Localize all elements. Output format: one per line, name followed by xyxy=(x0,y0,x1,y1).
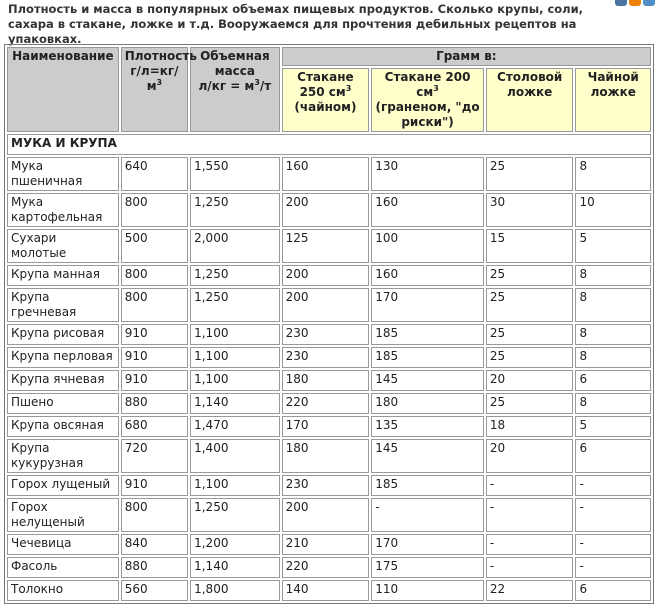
cell-glass-200: 185 xyxy=(371,475,484,496)
cell-volmass: 1,100 xyxy=(190,475,280,496)
cell-density: 880 xyxy=(121,393,188,414)
cell-name: Фасоль xyxy=(7,557,119,578)
cell-teaspoon: 8 xyxy=(575,288,651,322)
cell-volmass: 1,100 xyxy=(190,324,280,345)
header-row-1 xyxy=(7,47,651,66)
odnoklassniki-icon[interactable] xyxy=(629,0,641,6)
cell-tablespoon: - xyxy=(486,498,574,532)
cell-volmass: 1,400 xyxy=(190,439,280,473)
cell-glass-200: 110 xyxy=(371,580,484,601)
cell-teaspoon: 5 xyxy=(575,229,651,263)
cell-tablespoon: 25 xyxy=(486,157,574,191)
cell-glass-250: 140 xyxy=(282,580,370,601)
cell-glass-200: 170 xyxy=(371,534,484,555)
cell-tablespoon: 25 xyxy=(486,393,574,414)
cell-name: Пшено xyxy=(7,393,119,414)
cell-density: 500 xyxy=(121,229,188,263)
cell-glass-250: 220 xyxy=(282,393,370,414)
cell-teaspoon: 10 xyxy=(575,193,651,227)
cell-tablespoon: 25 xyxy=(486,288,574,322)
cell-tablespoon: 25 xyxy=(486,265,574,286)
cell-glass-200: 100 xyxy=(371,229,484,263)
cell-density: 800 xyxy=(121,288,188,322)
cell-glass-250: 170 xyxy=(282,416,370,437)
cell-glass-200: 145 xyxy=(371,439,484,473)
cell-density: 560 xyxy=(121,580,188,601)
table-row xyxy=(7,393,651,414)
col-header-glass-250: Стакане 250 $см^3$ (чайном) xyxy=(282,68,370,132)
vk-icon[interactable] xyxy=(615,0,627,6)
col-header-tablespoon: Столовой ложке xyxy=(486,68,574,132)
cell-glass-250: 200 xyxy=(282,498,370,532)
cell-name: Крупа овсяная xyxy=(7,416,119,437)
cell-name: Мука картофельная xyxy=(7,193,119,227)
cell-teaspoon: 8 xyxy=(575,157,651,191)
cell-glass-200: - xyxy=(371,498,484,532)
cell-glass-250: 180 xyxy=(282,370,370,391)
cell-glass-250: 200 xyxy=(282,193,370,227)
cell-teaspoon: 8 xyxy=(575,393,651,414)
cell-density: 910 xyxy=(121,475,188,496)
cell-teaspoon: - xyxy=(575,557,651,578)
cell-teaspoon: 6 xyxy=(575,580,651,601)
section-title: МУКА И КРУПА xyxy=(7,134,651,155)
cell-density: 840 xyxy=(121,534,188,555)
table-row xyxy=(7,229,651,263)
intro-text: Плотность и масса в популярных объемах пищевых продуктов. Сколько крупы, соли, сахара в стакане, ложке и т.д. Вооружаемся для прочтения дебильных рецептов на упаковках. xyxy=(8,2,584,46)
cell-name: Крупа манная xyxy=(7,265,119,286)
cell-glass-200: 170 xyxy=(371,288,484,322)
cell-density: 720 xyxy=(121,439,188,473)
cell-glass-200: 135 xyxy=(371,416,484,437)
cell-tablespoon: - xyxy=(486,475,574,496)
cell-name: Сухари молотые xyxy=(7,229,119,263)
cell-volmass: 1,250 xyxy=(190,193,280,227)
cell-glass-250: 180 xyxy=(282,439,370,473)
cell-density: 800 xyxy=(121,498,188,532)
cell-teaspoon: 8 xyxy=(575,324,651,345)
cell-tablespoon: 22 xyxy=(486,580,574,601)
cell-name: Мука пшеничная xyxy=(7,157,119,191)
cell-name: Крупа рисовая xyxy=(7,324,119,345)
cell-density: 640 xyxy=(121,157,188,191)
cell-tablespoon: - xyxy=(486,557,574,578)
cell-tablespoon: 25 xyxy=(486,324,574,345)
cell-volmass: 1,140 xyxy=(190,393,280,414)
cell-tablespoon: 20 xyxy=(486,439,574,473)
table-row xyxy=(7,557,651,578)
cell-glass-250: 160 xyxy=(282,157,370,191)
cell-name: Горох лущеный xyxy=(7,475,119,496)
table-row xyxy=(7,265,651,286)
cell-volmass: 1,250 xyxy=(190,288,280,322)
cell-glass-250: 230 xyxy=(282,347,370,368)
cell-density: 910 xyxy=(121,324,188,345)
table-row xyxy=(7,347,651,368)
cell-glass-200: 185 xyxy=(371,347,484,368)
cell-density: 880 xyxy=(121,557,188,578)
table-row xyxy=(7,580,651,601)
cell-density: 910 xyxy=(121,347,188,368)
col-header-density: Плотность $г/л=кг/м^3$ xyxy=(121,47,188,132)
cell-glass-250: 200 xyxy=(282,265,370,286)
cell-tablespoon: - xyxy=(486,534,574,555)
food-density-table xyxy=(4,44,654,604)
table-row xyxy=(7,370,651,391)
cell-density: 910 xyxy=(121,370,188,391)
cell-glass-250: 220 xyxy=(282,557,370,578)
cell-glass-200: 160 xyxy=(371,265,484,286)
cell-volmass: 1,200 xyxy=(190,534,280,555)
cell-name: Толокно xyxy=(7,580,119,601)
cell-glass-250: 125 xyxy=(282,229,370,263)
col-header-volmass: Объемная масса $л/кг = м^3/т$ xyxy=(190,47,280,132)
col-header-glass-200: Стакане 200 $см^3$ (граненом, "до риски") xyxy=(371,68,484,132)
col-header-grams-in: Грамм в: xyxy=(282,47,651,66)
cell-tablespoon: 25 xyxy=(486,347,574,368)
cell-name: Горох нелущеный xyxy=(7,498,119,532)
cell-volmass: 1,470 xyxy=(190,416,280,437)
cell-glass-250: 230 xyxy=(282,475,370,496)
table-row xyxy=(7,498,651,532)
cell-glass-250: 200 xyxy=(282,288,370,322)
cell-tablespoon: 30 xyxy=(486,193,574,227)
cell-name: Крупа кукурузная xyxy=(7,439,119,473)
table-row xyxy=(7,416,651,437)
mail-icon[interactable] xyxy=(643,0,655,6)
cell-teaspoon: 5 xyxy=(575,416,651,437)
cell-tablespoon: 15 xyxy=(486,229,574,263)
table-row xyxy=(7,475,651,496)
cell-teaspoon: 8 xyxy=(575,265,651,286)
cell-name: Крупа ячневая xyxy=(7,370,119,391)
table-row xyxy=(7,288,651,322)
cell-density: 680 xyxy=(121,416,188,437)
cell-tablespoon: 20 xyxy=(486,370,574,391)
cell-teaspoon: 8 xyxy=(575,347,651,368)
cell-volmass: 1,550 xyxy=(190,157,280,191)
cell-name: Крупа гречневая xyxy=(7,288,119,322)
cell-glass-250: 210 xyxy=(282,534,370,555)
cell-glass-200: 185 xyxy=(371,324,484,345)
cell-glass-250: 230 xyxy=(282,324,370,345)
section-row xyxy=(7,134,651,155)
cell-volmass: 1,100 xyxy=(190,370,280,391)
col-header-teaspoon: Чайной ложке xyxy=(575,68,651,132)
cell-teaspoon: 6 xyxy=(575,439,651,473)
cell-volmass: 1,100 xyxy=(190,347,280,368)
cell-volmass: 2,000 xyxy=(190,229,280,263)
cell-teaspoon: - xyxy=(575,498,651,532)
table-row xyxy=(7,157,651,191)
cell-density: 800 xyxy=(121,265,188,286)
cell-name: Чечевица xyxy=(7,534,119,555)
cell-tablespoon: 18 xyxy=(486,416,574,437)
cell-volmass: 1,800 xyxy=(190,580,280,601)
table-row xyxy=(7,439,651,473)
table-row xyxy=(7,324,651,345)
cell-glass-200: 160 xyxy=(371,193,484,227)
cell-volmass: 1,250 xyxy=(190,498,280,532)
table-row xyxy=(7,193,651,227)
cell-glass-200: 145 xyxy=(371,370,484,391)
share-icons xyxy=(615,0,655,6)
cell-teaspoon: - xyxy=(575,534,651,555)
cell-volmass: 1,140 xyxy=(190,557,280,578)
cell-glass-200: 175 xyxy=(371,557,484,578)
cell-density: 800 xyxy=(121,193,188,227)
cell-glass-200: 180 xyxy=(371,393,484,414)
cell-teaspoon: - xyxy=(575,475,651,496)
cell-glass-200: 130 xyxy=(371,157,484,191)
table-row xyxy=(7,534,651,555)
cell-volmass: 1,250 xyxy=(190,265,280,286)
cell-name: Крупа перловая xyxy=(7,347,119,368)
cell-teaspoon: 6 xyxy=(575,370,651,391)
col-header-name: Наименование xyxy=(7,47,119,132)
